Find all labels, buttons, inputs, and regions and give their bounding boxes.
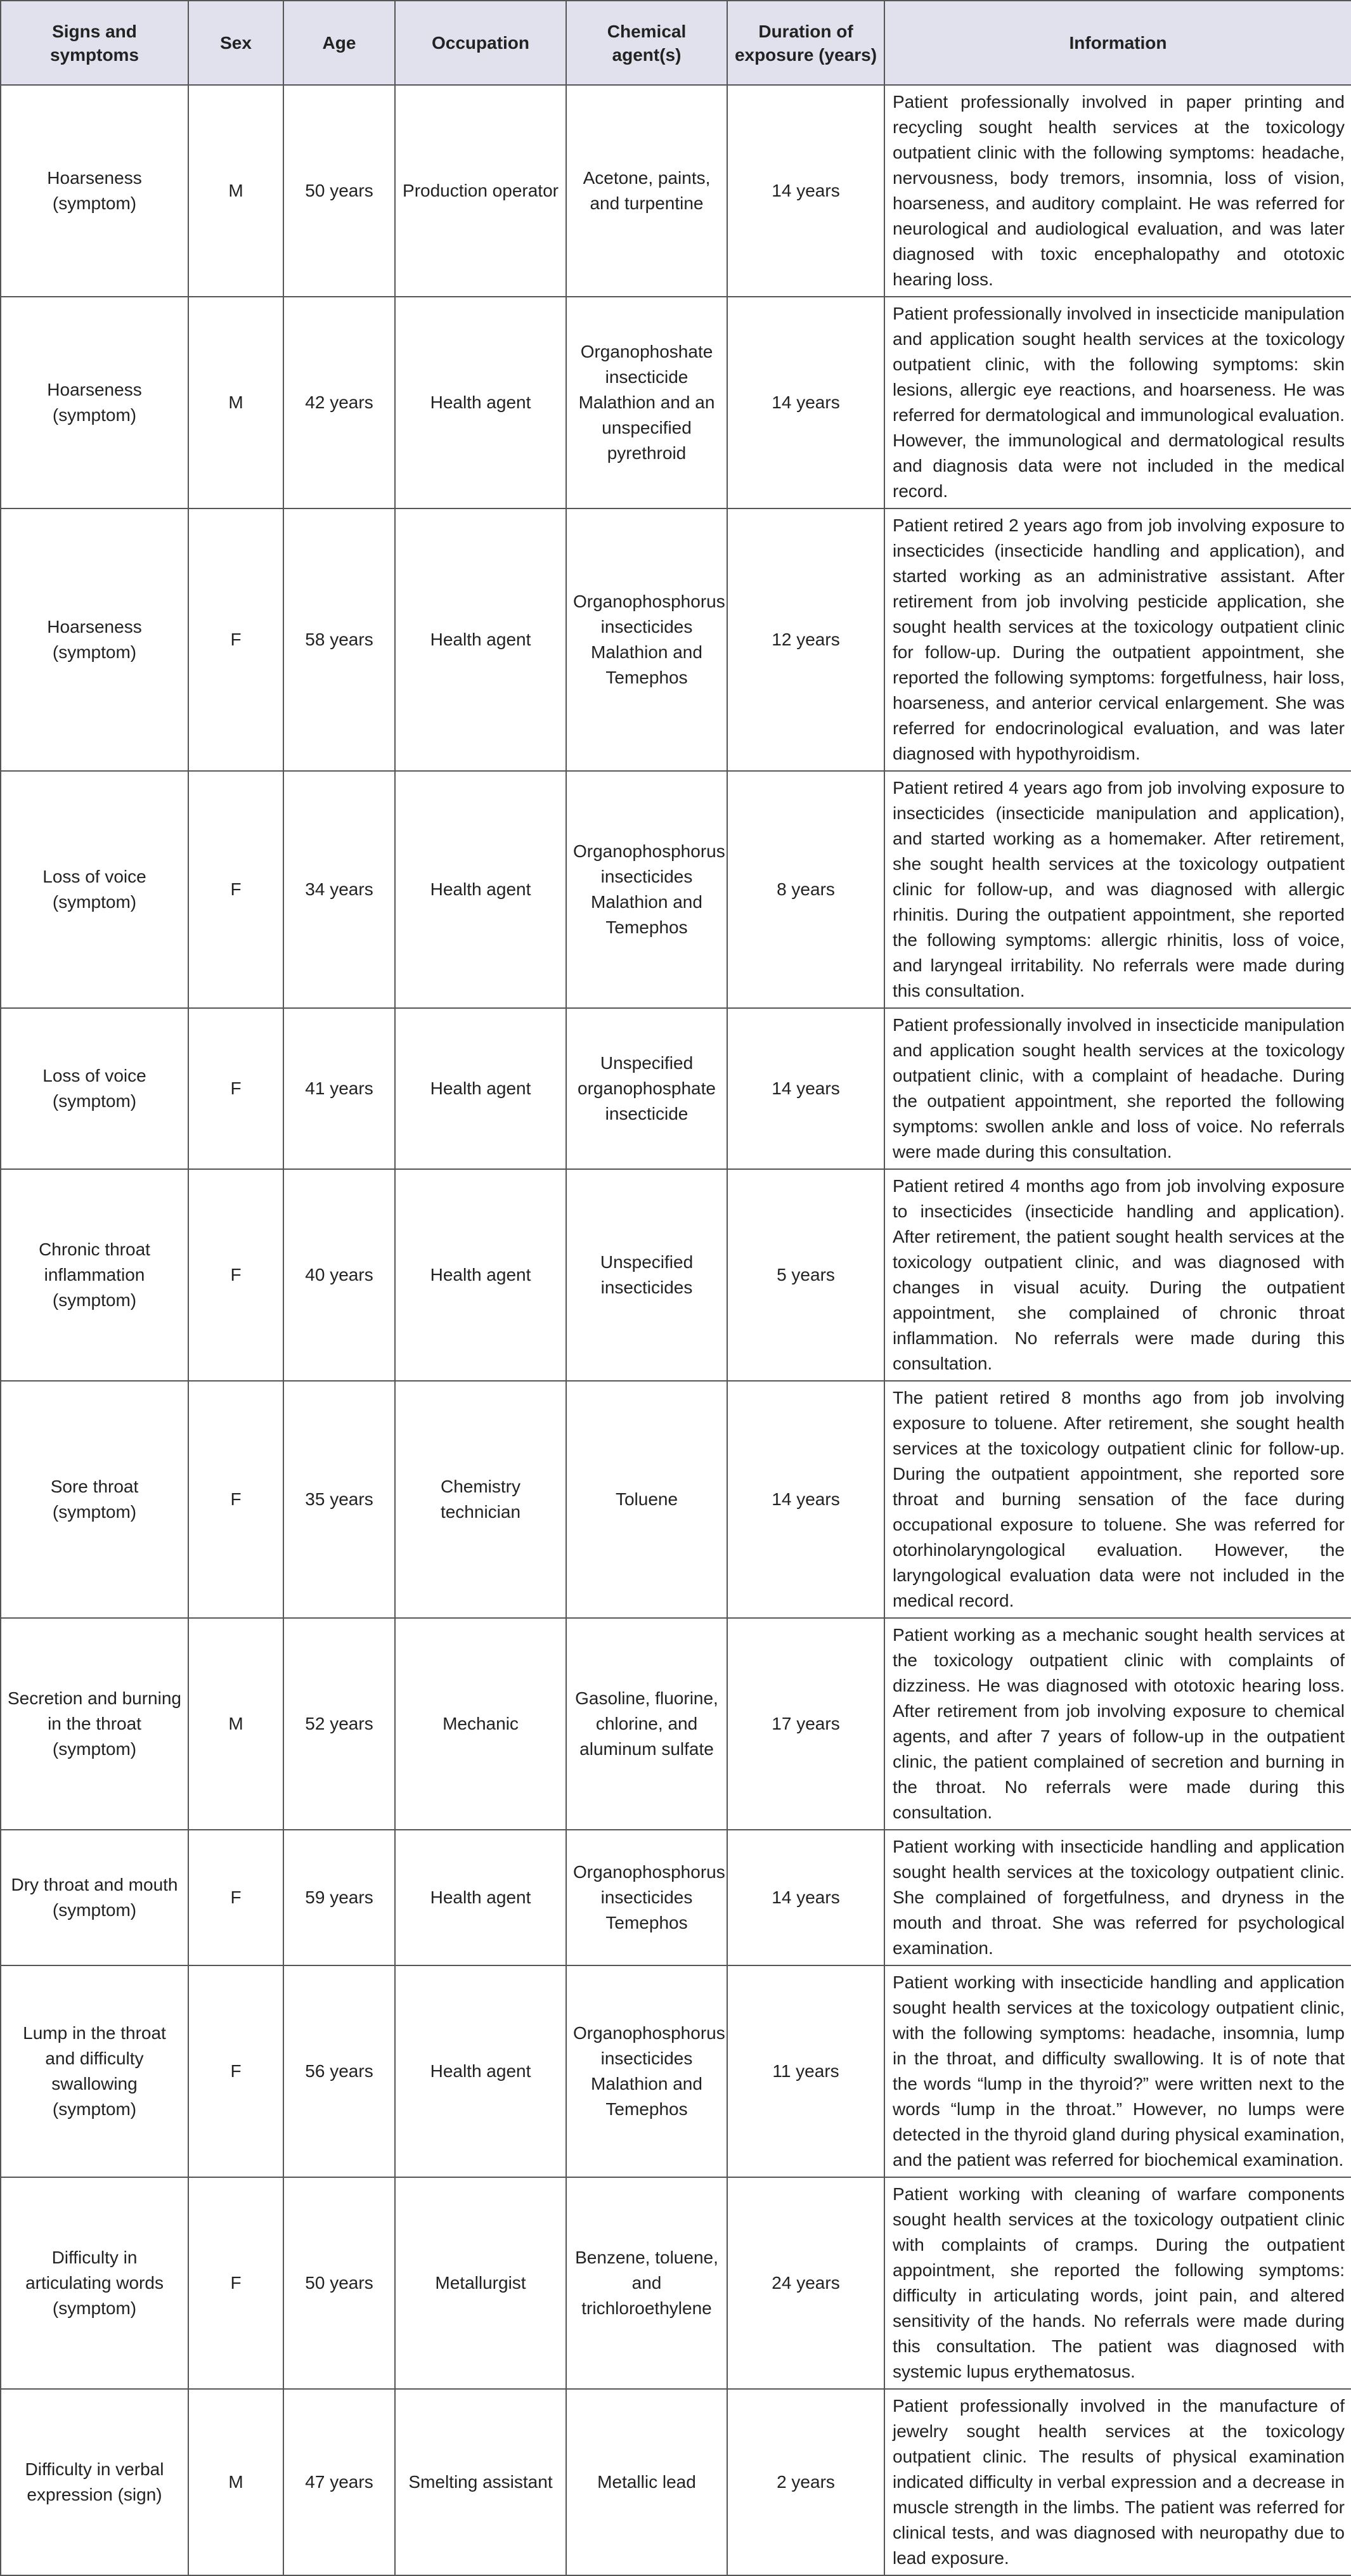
table-row xyxy=(1,2389,1351,2575)
cell-signs: Hoarseness (symptom) xyxy=(1,508,188,771)
header-information: Information xyxy=(884,1,1351,85)
cell-signs: Loss of voice (symptom) xyxy=(1,771,188,1008)
header-duration: Duration of exposure (years) xyxy=(727,1,884,85)
cell-information: Patient retired 2 years ago from job involving exposure to insecticides (insecticide handling and application), and started working as an administrative assistant. After retirement from job involving pesticide application, she sought health services at the toxicology outpatient clinic for follow-up. During the outpatient appointment, she reported the following symptoms: forgetfulness, hair loss, hoarseness, and anterior cervical enlargement. She was referred for endocrinological evaluation, and was later diagnosed with hypothyroidism. xyxy=(884,508,1351,771)
cell-duration: 2 years xyxy=(727,2389,884,2575)
cell-occupation: Smelting assistant xyxy=(395,2389,566,2575)
cell-sex: F xyxy=(188,1169,283,1381)
table-row xyxy=(1,1381,1351,1618)
cell-occupation: Health agent xyxy=(395,771,566,1008)
cell-chemical: Unspecified insecticides xyxy=(566,1169,727,1381)
header-row xyxy=(1,1,1351,85)
cell-age: 35 years xyxy=(283,1381,395,1618)
cell-age: 47 years xyxy=(283,2389,395,2575)
cell-chemical: Organophosphorus insecticides Malathion and Temephos xyxy=(566,771,727,1008)
cell-chemical: Metallic lead xyxy=(566,2389,727,2575)
table-row xyxy=(1,2177,1351,2389)
cell-sex: M xyxy=(188,85,283,297)
cell-information: Patient working as a mechanic sought health services at the toxicology outpatient clinic with complaints of dizziness. He was diagnosed with ototoxic hearing loss. After retirement from job involving exposure to chemical agents, and after 7 years of follow-up in the outpatient clinic, the patient complained of secretion and burning in the throat. No referrals were made during this consultation. xyxy=(884,1618,1351,1830)
cell-information: The patient retired 8 months ago from job involving exposure to toluene. After retirement, she sought health services at the toxicology outpatient clinic for follow-up. During the outpatient appointment, she reported sore throat and burning sensation of the face during occupational exposure to toluene. She was referred for otorhinolaryngological evaluation. However, the laryngological evaluation data were not included in the medical record. xyxy=(884,1381,1351,1618)
cell-chemical: Organophosphorus insecticides Malathion and Temephos xyxy=(566,508,727,771)
cell-occupation: Health agent xyxy=(395,1830,566,1965)
cell-chemical: Organophoshate insecticide Malathion and an unspecified pyrethroid xyxy=(566,297,727,508)
cell-chemical: Gasoline, fluorine, chlorine, and aluminum sulfate xyxy=(566,1618,727,1830)
cell-duration: 12 years xyxy=(727,508,884,771)
cell-age: 50 years xyxy=(283,85,395,297)
cell-information: Patient working with insecticide handling and application sought health services at the toxicology outpatient clinic, with the following symptoms: headache, insomnia, lump in the throat, and difficulty swallowing. It is of note that the words “lump in the thyroid?” were written next to the words “lump in the throat.” However, no lumps were detected in the thyroid gland during physical examination, and the patient was referred for biochemical examination. xyxy=(884,1965,1351,2177)
cell-age: 56 years xyxy=(283,1965,395,2177)
header-sex: Sex xyxy=(188,1,283,85)
cell-duration: 5 years xyxy=(727,1169,884,1381)
table-row xyxy=(1,1618,1351,1830)
cell-duration: 14 years xyxy=(727,297,884,508)
cell-sex: F xyxy=(188,1008,283,1169)
cell-chemical: Acetone, paints, and turpentine xyxy=(566,85,727,297)
cell-signs: Lump in the throat and difficulty swallowing (symptom) xyxy=(1,1965,188,2177)
cell-age: 34 years xyxy=(283,771,395,1008)
table-row xyxy=(1,1169,1351,1381)
cell-signs: Hoarseness (symptom) xyxy=(1,85,188,297)
cell-duration: 24 years xyxy=(727,2177,884,2389)
cell-sex: F xyxy=(188,1830,283,1965)
cell-information: Patient working with insecticide handling and application sought health services at the toxicology outpatient clinic. She complained of forgetfulness, and dryness in the mouth and throat. She was referred for psychological examination. xyxy=(884,1830,1351,1965)
header-age: Age xyxy=(283,1,395,85)
cell-signs: Difficulty in verbal expression (sign) xyxy=(1,2389,188,2575)
cell-duration: 14 years xyxy=(727,85,884,297)
cell-duration: 17 years xyxy=(727,1618,884,1830)
cell-duration: 14 years xyxy=(727,1830,884,1965)
cell-chemical: Unspecified organophosphate insecticide xyxy=(566,1008,727,1169)
cell-chemical: Toluene xyxy=(566,1381,727,1618)
cell-signs: Chronic throat inflammation (symptom) xyxy=(1,1169,188,1381)
cell-sex: M xyxy=(188,1618,283,1830)
cell-age: 41 years xyxy=(283,1008,395,1169)
table-row xyxy=(1,1830,1351,1965)
cell-sex: F xyxy=(188,508,283,771)
cell-signs: Hoarseness (symptom) xyxy=(1,297,188,508)
cell-age: 50 years xyxy=(283,2177,395,2389)
cell-signs: Secretion and burning in the throat (symptom) xyxy=(1,1618,188,1830)
cell-occupation: Metallurgist xyxy=(395,2177,566,2389)
cell-occupation: Production operator xyxy=(395,85,566,297)
header-chemical: Chemical agent(s) xyxy=(566,1,727,85)
cell-information: Patient retired 4 months ago from job involving exposure to insecticides (insecticide handling and application). After retirement, the patient sought health services at the toxicology outpatient clinic, and was diagnosed with changes in visual acuity. During the outpatient appointment, she complained of chronic throat inflammation. No referrals were made during this consultation. xyxy=(884,1169,1351,1381)
cell-occupation: Health agent xyxy=(395,1008,566,1169)
cell-duration: 8 years xyxy=(727,771,884,1008)
cell-sex: F xyxy=(188,771,283,1008)
cell-information: Patient working with cleaning of warfare components sought health services at the toxicology outpatient clinic with complaints of cramps. During the outpatient appointment, she reported the following symptoms: difficulty in articulating words, joint pain, and altered sensitivity of the hands. No referrals were made during this consultation. The patient was diagnosed with systemic lupus erythematosus. xyxy=(884,2177,1351,2389)
cell-sex: F xyxy=(188,2177,283,2389)
cell-occupation: Health agent xyxy=(395,508,566,771)
cell-information: Patient retired 4 years ago from job involving exposure to insecticides (insecticide manipulation and application), and started working as a homemaker. After retirement, she sought health services at the toxicology outpatient clinic for follow-up, and was diagnosed with allergic rhinitis. During the outpatient appointment, she reported the following symptoms: allergic rhinitis, loss of voice, and laryngeal irritability. No referrals were made during this consultation. xyxy=(884,771,1351,1008)
table-row xyxy=(1,771,1351,1008)
cell-age: 58 years xyxy=(283,508,395,771)
cell-sex: F xyxy=(188,1965,283,2177)
cell-information: Patient professionally involved in paper printing and recycling sought health services at the toxicology outpatient clinic with the following symptoms: headache, nervousness, body tremors, insomnia, loss of vision, hoarseness, and auditory complaint. He was referred for neurological and audiological evaluation, and was later diagnosed with toxic encephalopathy and ototoxic hearing loss. xyxy=(884,85,1351,297)
cell-duration: 14 years xyxy=(727,1381,884,1618)
cell-information: Patient professionally involved in the manufacture of jewelry sought health services at the toxicology outpatient clinic. The results of physical examination indicated difficulty in verbal expression and a decrease in muscle strength in the limbs. The patient was referred for clinical tests, and was diagnosed with neuropathy due to lead exposure. xyxy=(884,2389,1351,2575)
cell-chemical: Organophosphorus insecticides Temephos xyxy=(566,1830,727,1965)
cell-signs: Loss of voice (symptom) xyxy=(1,1008,188,1169)
cell-age: 40 years xyxy=(283,1169,395,1381)
cell-information: Patient professionally involved in insecticide manipulation and application sought health services at the toxicology outpatient clinic, with the following symptoms: skin lesions, allergic eye reactions, and hoarseness. He was referred for dermatological and immunological evaluation. However, the immunological and dermatological results and diagnosis data were not included in the medical record. xyxy=(884,297,1351,508)
cell-age: 59 years xyxy=(283,1830,395,1965)
table-row xyxy=(1,1008,1351,1169)
table-row xyxy=(1,297,1351,508)
cell-signs: Sore throat (symptom) xyxy=(1,1381,188,1618)
header-signs: Signs and symptoms xyxy=(1,1,188,85)
cell-occupation: Chemistry technician xyxy=(395,1381,566,1618)
cell-chemical: Organophosphorus insecticides Malathion and Temephos xyxy=(566,1965,727,2177)
table-row xyxy=(1,1965,1351,2177)
cell-duration: 14 years xyxy=(727,1008,884,1169)
table-row xyxy=(1,508,1351,771)
cell-chemical: Benzene, toluene, and trichloroethylene xyxy=(566,2177,727,2389)
cell-occupation: Health agent xyxy=(395,1169,566,1381)
cell-information: Patient professionally involved in insecticide manipulation and application sought health services at the toxicology outpatient clinic, with a complaint of headache. During the outpatient appointment, she reported the following symptoms: swollen ankle and loss of voice. No referrals were made during this consultation. xyxy=(884,1008,1351,1169)
cell-age: 42 years xyxy=(283,297,395,508)
cell-signs: Difficulty in articulating words (symptom) xyxy=(1,2177,188,2389)
cell-duration: 11 years xyxy=(727,1965,884,2177)
cell-occupation: Health agent xyxy=(395,1965,566,2177)
cell-sex: F xyxy=(188,1381,283,1618)
cell-sex: M xyxy=(188,297,283,508)
cell-occupation: Mechanic xyxy=(395,1618,566,1830)
header-occupation: Occupation xyxy=(395,1,566,85)
cell-signs: Dry throat and mouth (symptom) xyxy=(1,1830,188,1965)
cell-age: 52 years xyxy=(283,1618,395,1830)
cell-sex: M xyxy=(188,2389,283,2575)
table-row xyxy=(1,85,1351,297)
cell-occupation: Health agent xyxy=(395,297,566,508)
